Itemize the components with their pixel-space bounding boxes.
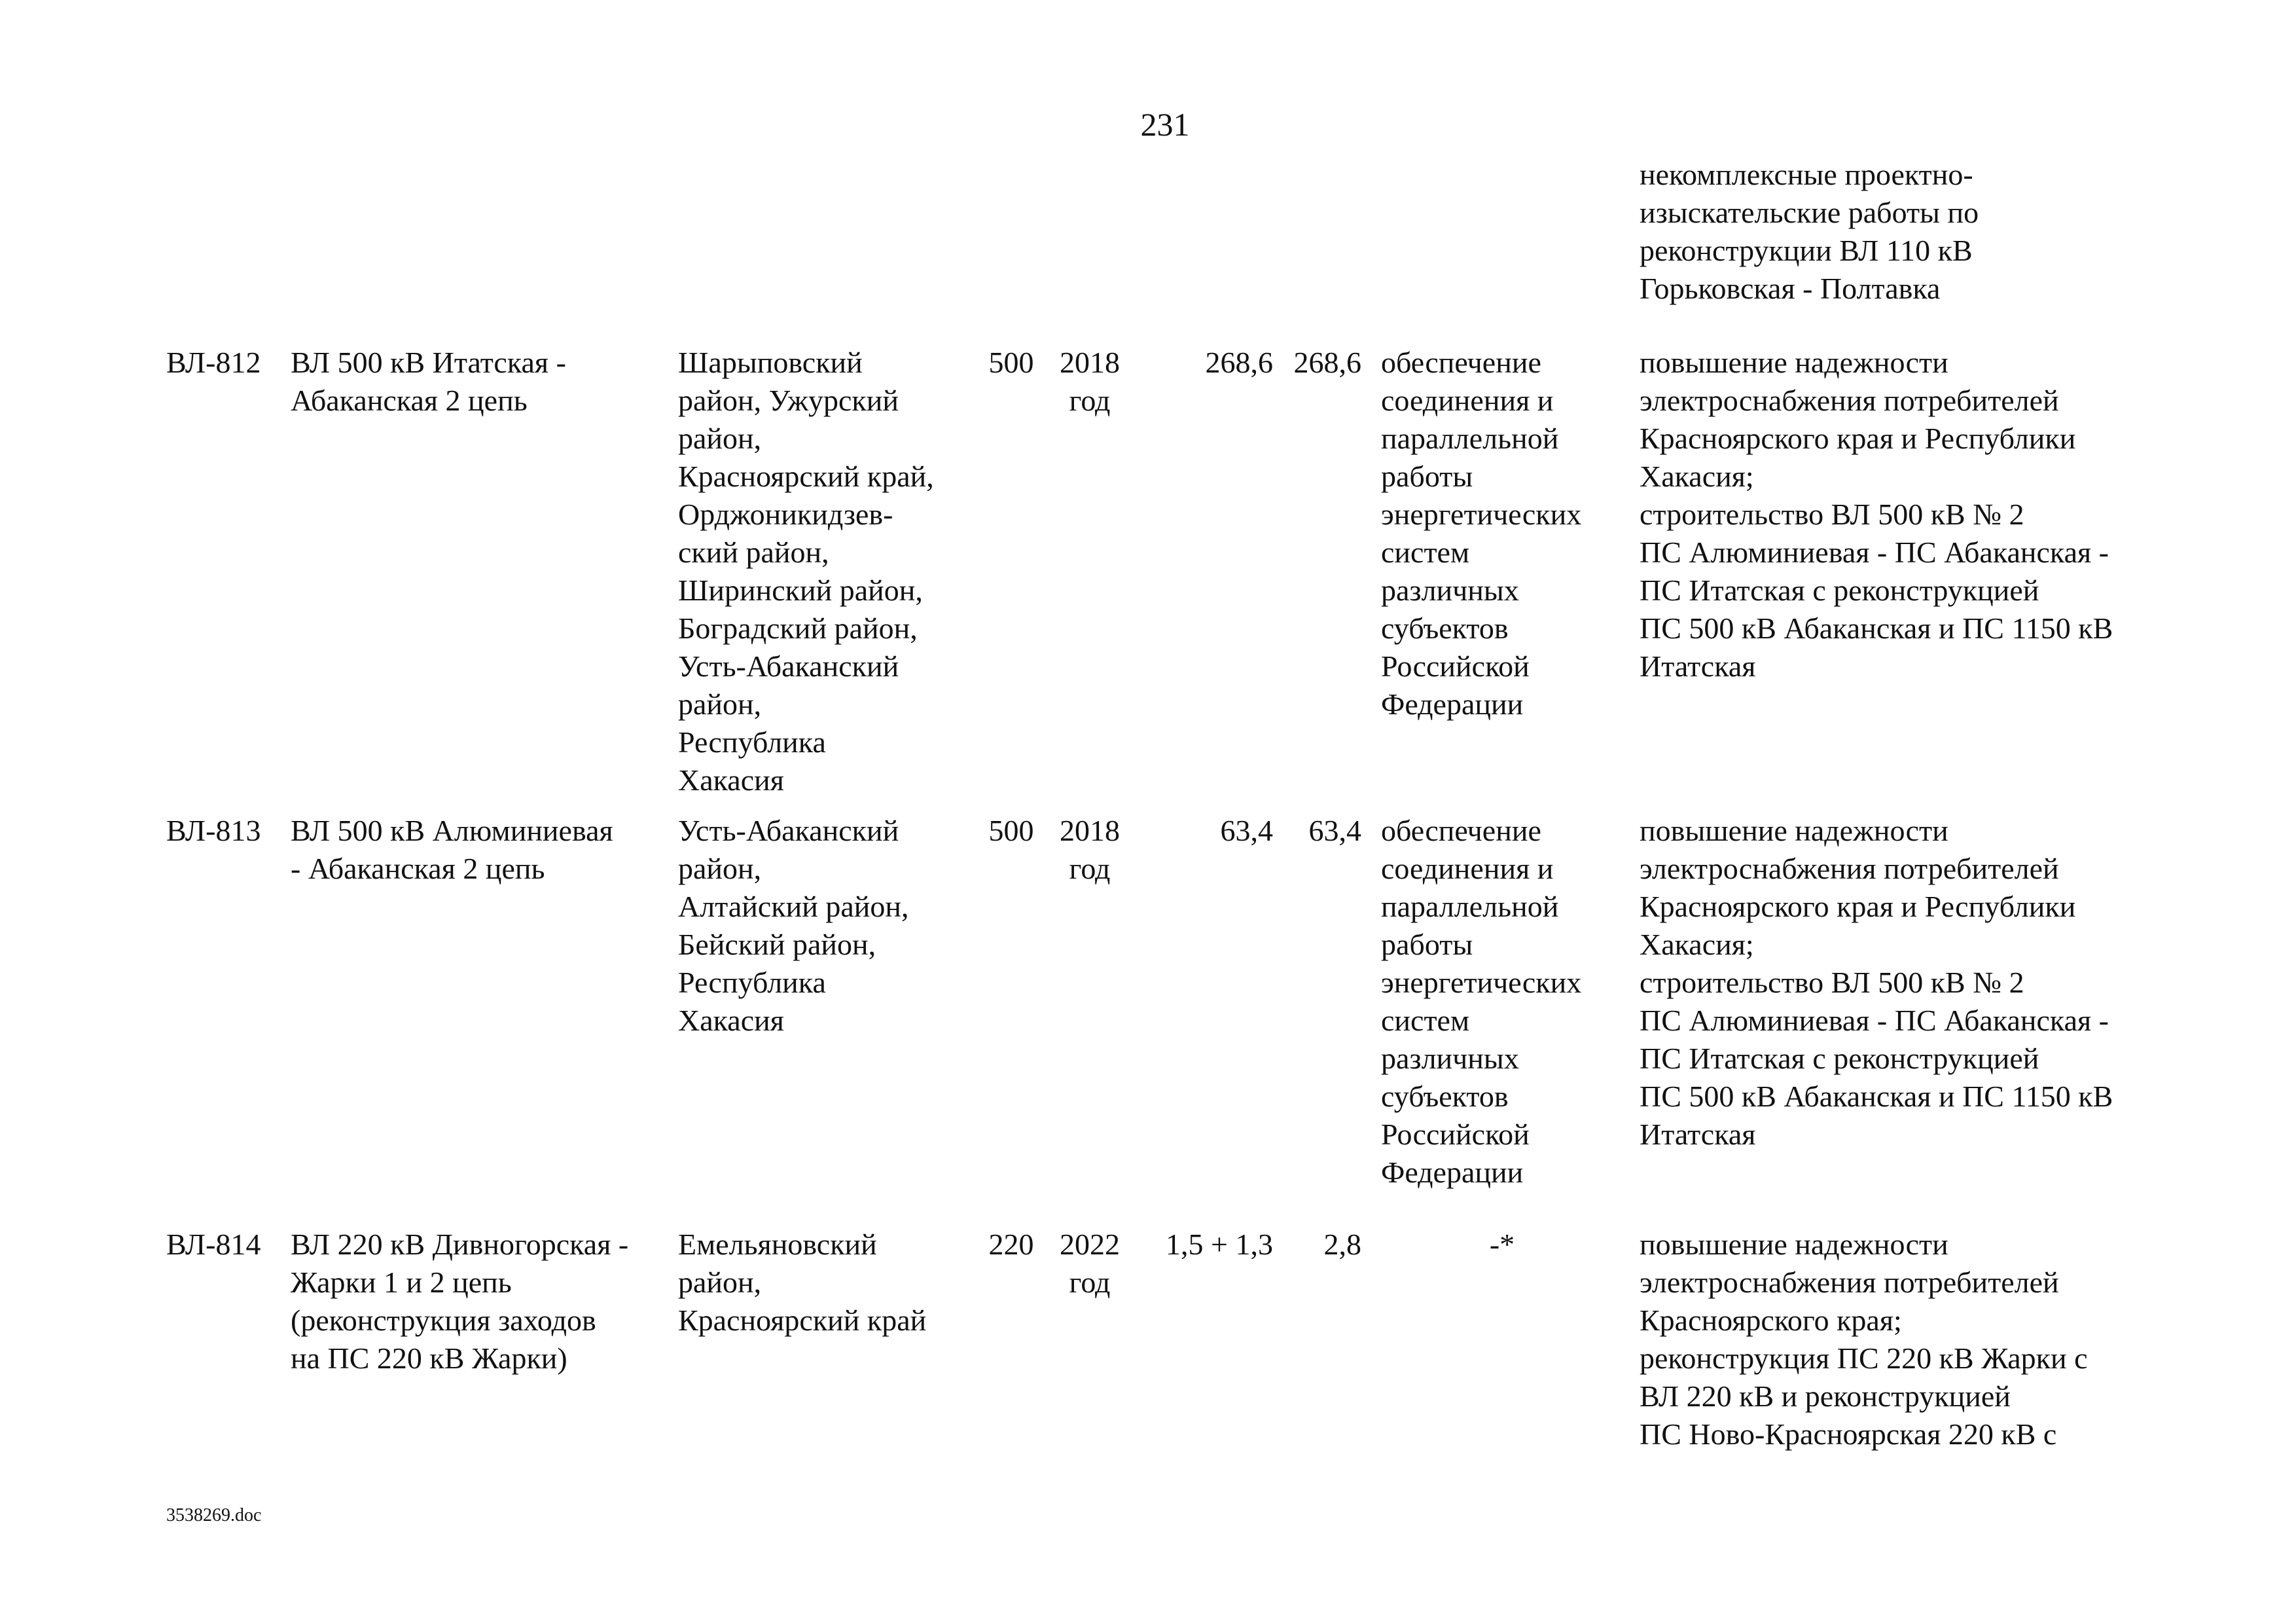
carry-line: реконструкции ВЛ 110 кВ: [1640, 234, 1973, 267]
basis-text: строительство ВЛ 500 кВ № 2: [1640, 966, 2024, 999]
year-unit: год: [1069, 852, 1111, 885]
purpose: [1381, 344, 1623, 723]
voltage: 500: [988, 346, 1034, 379]
basis-text: реконструкция ПС 220 кВ Жарки с: [1640, 1341, 2088, 1375]
basis-text: ПС 500 кВ Абаканская и ПС 1150 кВ: [1640, 611, 2113, 645]
purpose-text: систем: [1381, 536, 1470, 569]
line-code: ВЛ-812: [166, 346, 261, 379]
region: [678, 812, 973, 1040]
line-name-text: Жарки 1 и 2 цепь: [291, 1266, 512, 1299]
purpose-text: субъектов: [1381, 611, 1509, 645]
year: [1047, 812, 1132, 888]
purpose: [1381, 1226, 1623, 1264]
carry-line: некомплексные проектно-: [1640, 158, 1973, 191]
length-2: 268,6: [1293, 346, 1361, 379]
year-value: 2018: [1060, 814, 1120, 847]
basis-text: повышение надежности: [1640, 346, 1948, 379]
region: [678, 344, 973, 799]
basis: [1640, 812, 2242, 1154]
document-footer-filename: 3538269.doc: [166, 1505, 262, 1525]
basis-text: строительство ВЛ 500 кВ № 2: [1640, 498, 2024, 531]
basis-text: Красноярского края и Республики: [1640, 890, 2076, 923]
length-1: 268,6: [1205, 346, 1273, 379]
basis-text: ВЛ 220 кВ и реконструкцией: [1640, 1379, 2011, 1413]
region-text: Республика: [678, 725, 826, 759]
basis-text: электроснабжения потребителей: [1640, 384, 2059, 417]
voltage: 220: [988, 1228, 1034, 1261]
line-name-text: Абаканская 2 цепь: [291, 384, 528, 417]
year: [1047, 344, 1132, 420]
year-unit: год: [1069, 1266, 1111, 1299]
region-text: Алтайский район,: [678, 890, 909, 923]
line-name-text: ВЛ 220 кВ Дивногорская -: [291, 1228, 629, 1261]
purpose-text: обеспечение: [1381, 814, 1541, 847]
line-name-text: ВЛ 500 кВ Алюминиевая: [291, 814, 613, 847]
voltage: 500: [988, 814, 1034, 847]
year-value: 2018: [1060, 346, 1120, 379]
line-name-text: (реконструкция заходов: [291, 1304, 596, 1337]
purpose-text: энергетических: [1381, 966, 1582, 999]
carry-over-text: [1640, 156, 2202, 308]
region-text: район, Ужурский: [678, 384, 899, 417]
basis-text: ПС Итатская с реконструкцией: [1640, 1042, 2039, 1075]
purpose-text: Российской: [1381, 649, 1530, 683]
region-text: Ширинский район,: [678, 574, 923, 607]
region-text: район,: [678, 852, 762, 885]
purpose-text: субъектов: [1381, 1080, 1509, 1113]
basis-text: Красноярского края;: [1640, 1304, 1902, 1337]
length-1: 63,4: [1220, 814, 1273, 847]
basis-text: ПС Итатская с реконструкцией: [1640, 574, 2039, 607]
basis-text: электроснабжения потребителей: [1640, 1266, 2059, 1299]
line-name-text: на ПС 220 кВ Жарки): [291, 1341, 567, 1375]
region-text: Хакасия: [678, 763, 784, 797]
region-text: район,: [678, 687, 762, 721]
line-name-text: ВЛ 500 кВ Итатская -: [291, 346, 566, 379]
purpose-text: параллельной: [1381, 422, 1559, 455]
line-name: [291, 1226, 677, 1377]
purpose-text: систем: [1381, 1004, 1470, 1037]
page-number: 231: [1140, 106, 1190, 143]
line-name: [291, 344, 677, 420]
basis-text: ПС Алюминиевая - ПС Абаканская -: [1640, 1004, 2109, 1037]
purpose-text: Федерации: [1381, 687, 1524, 721]
carry-line: Горьковская - Полтавка: [1640, 272, 1941, 305]
length-1: 1,5 + 1,3: [1166, 1228, 1273, 1261]
region-text: Хакасия: [678, 1004, 784, 1037]
purpose-text: работы: [1381, 928, 1473, 961]
basis-text: повышение надежности: [1640, 1228, 1948, 1261]
basis-text: ПС 500 кВ Абаканская и ПС 1150 кВ: [1640, 1080, 2113, 1113]
basis-text: Итатская: [1640, 649, 1756, 683]
basis-text: Хакасия;: [1640, 460, 1754, 493]
purpose-text: работы: [1381, 460, 1473, 493]
region-text: Республика: [678, 966, 826, 999]
length-2: 2,8: [1323, 1228, 1361, 1261]
purpose-text: соединения и: [1381, 852, 1554, 885]
region-text: Красноярский край,: [678, 460, 934, 493]
line-code: ВЛ-813: [166, 814, 261, 847]
basis-text: Итатская: [1640, 1118, 1756, 1151]
region-text: район,: [678, 1266, 762, 1299]
basis-text: повышение надежности: [1640, 814, 1948, 847]
region: [678, 1226, 973, 1340]
basis-text: электроснабжения потребителей: [1640, 852, 2059, 885]
basis: [1640, 344, 2242, 685]
purpose-text: параллельной: [1381, 890, 1559, 923]
basis-text: Красноярского края и Республики: [1640, 422, 2076, 455]
region-text: Боградский район,: [678, 611, 918, 645]
region-text: Шарыповский: [678, 346, 863, 379]
line-name-text: - Абаканская 2 цепь: [291, 852, 545, 885]
year-value: 2022: [1060, 1228, 1120, 1261]
purpose-text: различных: [1381, 574, 1519, 607]
purpose-text: соединения и: [1381, 384, 1554, 417]
region-text: Емельяновский: [678, 1228, 877, 1261]
region-text: Орджоникидзев-: [678, 498, 893, 531]
length-2: 63,4: [1308, 814, 1361, 847]
basis-text: Хакасия;: [1640, 928, 1754, 961]
purpose: [1381, 812, 1623, 1192]
purpose-text: Российской: [1381, 1118, 1530, 1151]
year: [1047, 1226, 1132, 1302]
purpose-text: различных: [1381, 1042, 1519, 1075]
region-text: Бейский район,: [678, 928, 876, 961]
purpose-text: Федерации: [1381, 1156, 1524, 1189]
region-text: ский район,: [678, 536, 829, 569]
region-text: район,: [678, 422, 762, 455]
purpose-text: энергетических: [1381, 498, 1582, 531]
basis: [1640, 1226, 2242, 1453]
region-text: Красноярский край: [678, 1304, 927, 1337]
line-name: [291, 812, 677, 888]
purpose-text: обеспечение: [1381, 346, 1541, 379]
basis-text: ПС Ново-Красноярская 220 кВ с: [1640, 1417, 2057, 1451]
region-text: Усть-Абаканский: [678, 649, 899, 683]
purpose-text: -*: [1489, 1228, 1515, 1261]
year-unit: год: [1069, 384, 1111, 417]
line-code: ВЛ-814: [166, 1228, 261, 1261]
carry-line: изыскательские работы по: [1640, 196, 1979, 229]
region-text: Усть-Абаканский: [678, 814, 899, 847]
basis-text: ПС Алюминиевая - ПС Абаканская -: [1640, 536, 2109, 569]
